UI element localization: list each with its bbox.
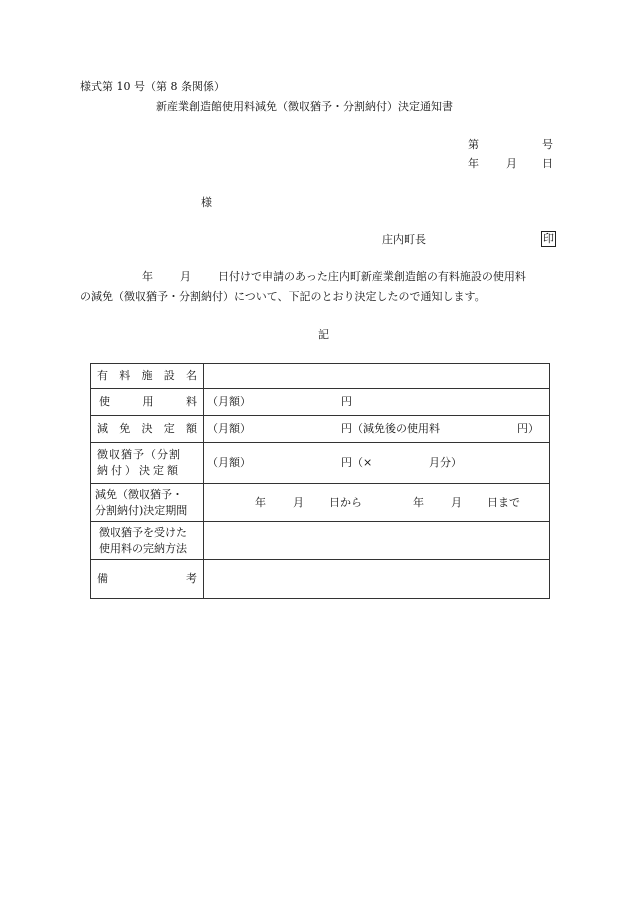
seal-mark: 印 (543, 232, 554, 245)
yen-unit: 円 (341, 395, 352, 408)
details-table (90, 363, 550, 599)
label-deferral-amount: 徴収猶予（分割 納付）決定額 (91, 443, 204, 484)
issuer: 庄内町長 (382, 233, 426, 246)
table-row-reduction-amount (91, 416, 550, 443)
monthly-label: （月額） (207, 395, 251, 408)
label-usage-fee: 使 用 料 (91, 389, 204, 416)
table-row-remarks (91, 560, 550, 599)
yen-times-label: 円（× (341, 456, 373, 469)
period-end-month: 月 (451, 495, 462, 509)
table-row-decision-period (91, 484, 550, 522)
addressee-suffix: 様 (201, 196, 212, 209)
doc-number-dai: 第 (468, 138, 479, 151)
period-start-month: 月 (293, 495, 304, 509)
value-facility-name[interactable] (204, 364, 550, 389)
label-reduction-amount: 減 免 決 定 額 (91, 416, 204, 443)
body-line-2: の減免（徴収猶予・分割納付）について、下記のとおり決定したので通知します。 (80, 290, 486, 303)
value-usage-fee[interactable] (204, 389, 550, 416)
label-decision-period: 減免（徴収猶予・ 分割納付)決定期間 (91, 484, 204, 522)
table-row-payment-method (91, 522, 550, 560)
table-row-deferral-amount (91, 443, 550, 484)
period-end-day: 日まで (487, 495, 520, 509)
body-year: 年 (142, 270, 153, 283)
value-remarks[interactable] (204, 560, 550, 599)
monthly-label: （月額） (207, 456, 251, 469)
date-day: 日 (542, 157, 553, 170)
yen-after-reduction-label: 円（減免後の使用料 (341, 422, 440, 435)
table-row-facility-name (91, 364, 550, 389)
period-end-year: 年 (413, 495, 424, 509)
date-month: 月 (506, 157, 517, 170)
form-number: 様式第 10 号（第 8 条関係） (80, 80, 225, 93)
value-payment-method[interactable] (204, 522, 550, 560)
value-decision-period[interactable] (204, 484, 550, 522)
monthly-label: （月額） (207, 422, 251, 435)
value-reduction-amount[interactable] (204, 416, 550, 443)
document-title: 新産業創造館使用料減免（徴収猶予・分割納付）決定通知書 (156, 100, 453, 113)
yen-unit: 円） (517, 422, 539, 435)
label-remarks: 備 考 (91, 560, 204, 599)
doc-number-go: 号 (542, 138, 553, 151)
table-row-usage-fee (91, 389, 550, 416)
label-facility-name: 有 料 施 設 名 (91, 364, 204, 389)
body-rest: 日付けで申請のあった庄内町新産業創造館の有料施設の使用料 (218, 270, 526, 283)
body-month: 月 (180, 270, 191, 283)
period-start-year: 年 (255, 495, 266, 509)
month-count-label: 月分） (429, 456, 462, 469)
period-start-day: 日から (329, 495, 362, 509)
ki-heading: 記 (318, 328, 329, 341)
date-year: 年 (468, 157, 479, 170)
label-payment-method: 徴収猶予を受けた 使用料の完納方法 (91, 522, 204, 560)
value-deferral-amount[interactable] (204, 443, 550, 484)
